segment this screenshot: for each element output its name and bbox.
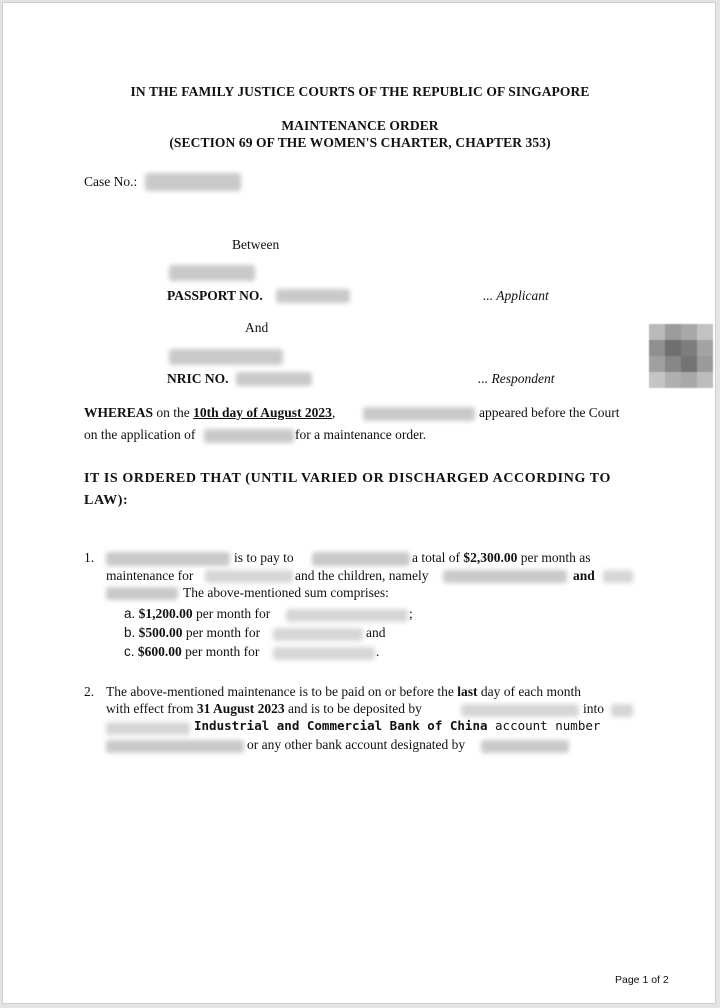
payee-redacted-3 <box>106 722 190 735</box>
sub-item-a-text: per month for <box>196 606 271 621</box>
and-label: And <box>245 320 269 335</box>
sub-item-a-letter: a. <box>124 606 136 621</box>
child-name-redacted-2 <box>106 587 178 600</box>
depositor-redacted <box>461 704 579 717</box>
section-reference: (SECTION 69 OF THE WOMEN'S CHARTER, CHAPTER 353) <box>169 135 551 150</box>
sub-item-a-tail: ; <box>409 606 413 621</box>
item-1-comprises: The above-mentioned sum comprises: <box>183 585 389 600</box>
passport-label: PASSPORT NO. <box>167 288 263 303</box>
item-2-account-number: account number <box>495 718 601 733</box>
children-names-redacted <box>443 570 567 583</box>
item-1-maintenance-for: maintenance for <box>106 568 194 583</box>
child-name-redacted <box>603 570 633 583</box>
applicant-name-redacted <box>169 265 255 281</box>
whereas-line-2-b: for a maintenance order. <box>295 427 427 442</box>
passport-number-redacted <box>276 289 350 303</box>
sub-item-a-amount: $1,200.00 <box>138 606 193 621</box>
sub-item-c <box>124 644 259 660</box>
item-1-number: 1. <box>84 550 95 565</box>
sub-item-c-redacted <box>273 647 375 660</box>
item-2-bank-line <box>194 718 600 733</box>
item-2-last: last <box>457 684 478 699</box>
respondent-role: ... Respondent <box>478 371 555 386</box>
item-1-a-total-of: a total of <box>412 550 460 565</box>
whereas-appeared: appeared before the Court <box>479 405 620 420</box>
item-2-line-2 <box>106 701 422 717</box>
between-label: Between <box>232 237 280 252</box>
party-redacted-2 <box>204 429 294 443</box>
total-amount: $2,300.00 <box>463 550 518 565</box>
item-2-into: into <box>583 701 605 716</box>
nric-label: NRIC NO. <box>167 371 229 386</box>
item-1-is-to-pay-to: is to pay to <box>234 550 294 565</box>
party-redacted-1 <box>363 407 475 421</box>
sub-item-b-redacted <box>273 628 363 641</box>
sub-item-b-text: per month for <box>185 625 261 640</box>
whereas-line-2-a: on the application of <box>84 427 196 442</box>
item-2-line-1 <box>106 684 632 700</box>
ordered-heading-line-1: IT IS ORDERED THAT (UNTIL VARIED OR DISCHARGED ACCORDING TO <box>84 471 611 486</box>
order-title: MAINTENANCE ORDER <box>281 118 439 133</box>
sub-item-c-amount: $600.00 <box>137 644 182 659</box>
item-1-and: and <box>573 568 595 583</box>
item-2-l1-b: day of each month <box>480 684 581 699</box>
sub-item-b-letter: b. <box>124 625 136 640</box>
court-heading: IN THE FAMILY JUSTICE COURTS OF THE REPUBLIC OF SINGAPORE <box>130 84 590 99</box>
item-1-total <box>412 550 590 566</box>
item-2-l2-a: with effect from <box>106 701 194 716</box>
designator-redacted <box>481 740 569 753</box>
nric-number-redacted <box>236 372 312 386</box>
respondent-name-redacted <box>169 349 283 365</box>
spouse-redacted <box>205 570 293 583</box>
case-number-redacted <box>145 173 241 191</box>
document-page <box>2 2 716 1004</box>
photo-redacted <box>649 324 713 388</box>
whereas-comma: , <box>331 405 336 420</box>
page-number: Page 1 of 2 <box>615 974 669 986</box>
applicant-role: ... Applicant <box>483 288 549 303</box>
sub-item-b-tail: and <box>366 625 386 640</box>
sub-item-a <box>124 606 270 622</box>
bank-name: Industrial and Commercial Bank of China <box>194 718 488 733</box>
sub-item-b <box>124 625 260 641</box>
whereas-line-1 <box>84 405 335 421</box>
sub-item-c-tail: . <box>376 644 380 659</box>
item-1-per-month-as: per month as <box>520 550 591 565</box>
whereas-lead: WHEREAS <box>84 405 154 420</box>
payee-redacted <box>312 552 410 566</box>
sub-item-a-redacted <box>286 609 408 622</box>
item-2-number: 2. <box>84 684 95 699</box>
item-1-children: and the children, namely <box>295 568 429 583</box>
item-2-effective-date: 31 August 2023 <box>196 701 285 716</box>
sub-item-c-text: per month for <box>185 644 260 659</box>
item-2-line-4: or any other bank account designated by <box>247 737 466 752</box>
item-2-l1-a: The above-mentioned maintenance is to be paid on or before the <box>106 684 454 699</box>
item-2-l2-b: and is to be deposited by <box>288 701 422 716</box>
ordered-heading-line-2: LAW): <box>84 493 129 508</box>
case-number-label: Case No.: <box>84 174 138 189</box>
whereas-on-the: on the <box>156 405 190 420</box>
sub-item-b-amount: $500.00 <box>138 625 183 640</box>
account-number-redacted <box>106 740 244 753</box>
payer-redacted <box>106 552 230 566</box>
payee-redacted-2 <box>611 704 633 717</box>
hearing-date: 10th day of August 2023 <box>193 405 332 420</box>
sub-item-c-letter: c. <box>124 644 135 659</box>
